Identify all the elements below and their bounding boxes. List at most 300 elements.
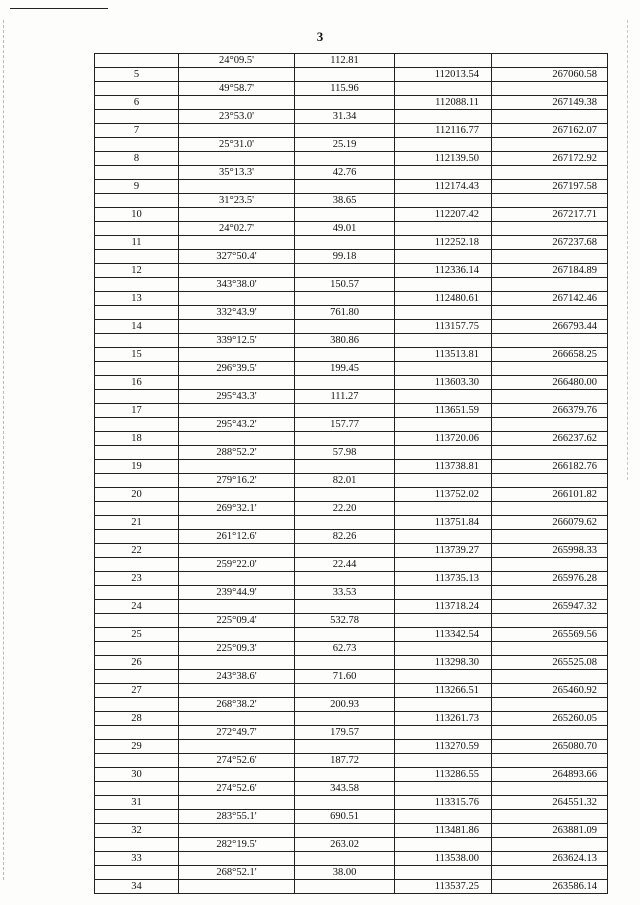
distance-cell xyxy=(295,208,395,222)
distance-cell xyxy=(295,600,395,614)
x-coordinate-cell xyxy=(395,838,492,852)
distance-cell: 200.93 xyxy=(295,698,395,712)
point-number-cell: 12 xyxy=(95,264,179,278)
segment-row xyxy=(95,782,608,796)
y-coordinate-cell: 266101.82 xyxy=(492,488,608,502)
segment-row xyxy=(95,222,608,236)
point-number-cell: 31 xyxy=(95,796,179,810)
segment-row xyxy=(95,250,608,264)
distance-cell xyxy=(295,572,395,586)
direction-angle-cell xyxy=(179,460,295,474)
distance-cell xyxy=(295,656,395,670)
point-number-cell: 16 xyxy=(95,376,179,390)
point-row xyxy=(95,880,608,894)
y-coordinate-cell: 267197.58 xyxy=(492,180,608,194)
y-coordinate-cell: 265460.92 xyxy=(492,684,608,698)
point-row xyxy=(95,544,608,558)
segment-row xyxy=(95,838,608,852)
direction-angle-cell xyxy=(179,628,295,642)
distance-cell: 343.58 xyxy=(295,782,395,796)
x-coordinate-cell xyxy=(395,782,492,796)
point-number-cell: 33 xyxy=(95,852,179,866)
point-row xyxy=(95,320,608,334)
point-number-cell: 34 xyxy=(95,880,179,894)
y-coordinate-cell: 267142.46 xyxy=(492,292,608,306)
point-number-cell: 23 xyxy=(95,572,179,586)
point-number-cell xyxy=(95,642,179,656)
y-coordinate-cell xyxy=(492,698,608,712)
direction-angle-cell: 295°43.3' xyxy=(179,390,295,404)
direction-angle-cell: 268°52.1' xyxy=(179,866,295,880)
point-number-cell xyxy=(95,866,179,880)
point-row xyxy=(95,712,608,726)
y-coordinate-cell: 264893.66 xyxy=(492,768,608,782)
direction-angle-cell xyxy=(179,236,295,250)
point-number-cell xyxy=(95,670,179,684)
direction-angle-cell: 332°43.9' xyxy=(179,306,295,320)
distance-cell xyxy=(295,516,395,530)
point-row xyxy=(95,460,608,474)
y-coordinate-cell: 266182.76 xyxy=(492,460,608,474)
y-coordinate-cell xyxy=(492,502,608,516)
x-coordinate-cell: 113481.86 xyxy=(395,824,492,838)
point-row xyxy=(95,124,608,138)
distance-cell xyxy=(295,236,395,250)
point-number-cell xyxy=(95,838,179,852)
distance-cell xyxy=(295,488,395,502)
y-coordinate-cell: 264551.32 xyxy=(492,796,608,810)
point-number-cell: 11 xyxy=(95,236,179,250)
point-number-cell: 7 xyxy=(95,124,179,138)
point-row xyxy=(95,236,608,250)
point-row xyxy=(95,404,608,418)
y-coordinate-cell: 266079.62 xyxy=(492,516,608,530)
segment-row xyxy=(95,530,608,544)
distance-cell xyxy=(295,152,395,166)
x-coordinate-cell xyxy=(395,586,492,600)
x-coordinate-cell: 113538.00 xyxy=(395,852,492,866)
segment-row xyxy=(95,110,608,124)
point-row xyxy=(95,180,608,194)
x-coordinate-cell xyxy=(395,446,492,460)
direction-angle-cell: 282°19.5' xyxy=(179,838,295,852)
point-number-cell: 15 xyxy=(95,348,179,362)
y-coordinate-cell: 267237.68 xyxy=(492,236,608,250)
point-number-cell xyxy=(95,558,179,572)
distance-cell: 25.19 xyxy=(295,138,395,152)
distance-cell: 115.96 xyxy=(295,82,395,96)
point-number-cell xyxy=(95,502,179,516)
point-number-cell xyxy=(95,54,179,68)
x-coordinate-cell: 113286.55 xyxy=(395,768,492,782)
x-coordinate-cell: 113513.81 xyxy=(395,348,492,362)
point-number-cell: 13 xyxy=(95,292,179,306)
distance-cell: 761.80 xyxy=(295,306,395,320)
direction-angle-cell: 269°32.1' xyxy=(179,502,295,516)
distance-cell xyxy=(295,180,395,194)
direction-angle-cell xyxy=(179,684,295,698)
direction-angle-cell xyxy=(179,712,295,726)
x-coordinate-cell: 112252.18 xyxy=(395,236,492,250)
y-coordinate-cell xyxy=(492,82,608,96)
x-coordinate-cell: 113651.59 xyxy=(395,404,492,418)
segment-row xyxy=(95,82,608,96)
y-coordinate-cell xyxy=(492,418,608,432)
y-coordinate-cell: 263624.13 xyxy=(492,852,608,866)
direction-angle-cell xyxy=(179,264,295,278)
segment-row xyxy=(95,474,608,488)
x-coordinate-cell xyxy=(395,754,492,768)
distance-cell: 42.76 xyxy=(295,166,395,180)
direction-angle-cell xyxy=(179,320,295,334)
x-coordinate-cell: 113718.24 xyxy=(395,600,492,614)
scan-edge-line xyxy=(10,8,108,9)
direction-angle-cell: 295°43.2' xyxy=(179,418,295,432)
point-number-cell: 21 xyxy=(95,516,179,530)
direction-angle-cell: 279°16.2' xyxy=(179,474,295,488)
segment-row xyxy=(95,166,608,180)
segment-row xyxy=(95,558,608,572)
point-row xyxy=(95,152,608,166)
distance-cell xyxy=(295,68,395,82)
y-coordinate-cell xyxy=(492,278,608,292)
direction-angle-cell: 274°52.6' xyxy=(179,754,295,768)
point-number-cell: 14 xyxy=(95,320,179,334)
distance-cell xyxy=(295,880,395,894)
x-coordinate-cell xyxy=(395,670,492,684)
distance-cell: 111.27 xyxy=(295,390,395,404)
segment-row xyxy=(95,334,608,348)
y-coordinate-cell xyxy=(492,474,608,488)
point-row xyxy=(95,656,608,670)
point-number-cell: 17 xyxy=(95,404,179,418)
segment-row xyxy=(95,446,608,460)
point-number-cell xyxy=(95,194,179,208)
point-row xyxy=(95,852,608,866)
y-coordinate-cell: 265998.33 xyxy=(492,544,608,558)
point-number-cell: 22 xyxy=(95,544,179,558)
distance-cell xyxy=(295,124,395,138)
distance-cell: 532.78 xyxy=(295,614,395,628)
x-coordinate-cell xyxy=(395,502,492,516)
point-row xyxy=(95,684,608,698)
direction-angle-cell: 24°09.5' xyxy=(179,54,295,68)
segment-row xyxy=(95,390,608,404)
y-coordinate-cell xyxy=(492,558,608,572)
direction-angle-cell xyxy=(179,880,295,894)
y-coordinate-cell: 267149.38 xyxy=(492,96,608,110)
segment-row xyxy=(95,642,608,656)
point-number-cell: 24 xyxy=(95,600,179,614)
direction-angle-cell: 225°09.4' xyxy=(179,614,295,628)
distance-cell xyxy=(295,740,395,754)
point-number-cell xyxy=(95,782,179,796)
distance-cell: 38.65 xyxy=(295,194,395,208)
distance-cell xyxy=(295,852,395,866)
x-coordinate-cell: 112139.50 xyxy=(395,152,492,166)
direction-angle-cell: 272°49.7' xyxy=(179,726,295,740)
point-number-cell: 32 xyxy=(95,824,179,838)
y-coordinate-cell xyxy=(492,250,608,264)
direction-angle-cell: 259°22.0' xyxy=(179,558,295,572)
point-row xyxy=(95,600,608,614)
point-row xyxy=(95,376,608,390)
y-coordinate-cell xyxy=(492,866,608,880)
y-coordinate-cell: 265260.05 xyxy=(492,712,608,726)
point-number-cell: 10 xyxy=(95,208,179,222)
x-coordinate-cell xyxy=(395,110,492,124)
distance-cell: 179.57 xyxy=(295,726,395,740)
x-coordinate-cell: 113735.13 xyxy=(395,572,492,586)
point-row xyxy=(95,96,608,110)
x-coordinate-cell: 113739.27 xyxy=(395,544,492,558)
x-coordinate-cell: 113266.51 xyxy=(395,684,492,698)
point-number-cell: 27 xyxy=(95,684,179,698)
direction-angle-cell: 283°55.1' xyxy=(179,810,295,824)
point-number-cell xyxy=(95,474,179,488)
distance-cell: 263.02 xyxy=(295,838,395,852)
direction-angle-cell xyxy=(179,152,295,166)
direction-angle-cell: 268°38.2' xyxy=(179,698,295,712)
x-coordinate-cell: 113751.84 xyxy=(395,516,492,530)
distance-cell: 82.26 xyxy=(295,530,395,544)
left-margin-artifact xyxy=(3,20,4,880)
y-coordinate-cell: 266379.76 xyxy=(492,404,608,418)
y-coordinate-cell xyxy=(492,222,608,236)
y-coordinate-cell xyxy=(492,390,608,404)
distance-cell: 157.77 xyxy=(295,418,395,432)
direction-angle-cell xyxy=(179,292,295,306)
distance-cell xyxy=(295,376,395,390)
x-coordinate-cell xyxy=(395,82,492,96)
direction-angle-cell: 274°52.6' xyxy=(179,782,295,796)
distance-cell xyxy=(295,768,395,782)
segment-row xyxy=(95,54,608,68)
direction-angle-cell: 343°38.0' xyxy=(179,278,295,292)
point-row xyxy=(95,68,608,82)
direction-angle-cell xyxy=(179,600,295,614)
segment-row xyxy=(95,194,608,208)
direction-angle-cell xyxy=(179,488,295,502)
x-coordinate-cell xyxy=(395,530,492,544)
point-row xyxy=(95,572,608,586)
distance-cell: 49.01 xyxy=(295,222,395,236)
point-row xyxy=(95,348,608,362)
y-coordinate-cell xyxy=(492,782,608,796)
direction-angle-cell xyxy=(179,852,295,866)
point-row xyxy=(95,264,608,278)
x-coordinate-cell: 113738.81 xyxy=(395,460,492,474)
y-coordinate-cell: 266658.25 xyxy=(492,348,608,362)
x-coordinate-cell: 112088.11 xyxy=(395,96,492,110)
point-number-cell: 28 xyxy=(95,712,179,726)
direction-angle-cell xyxy=(179,656,295,670)
distance-cell: 62.73 xyxy=(295,642,395,656)
point-number-cell xyxy=(95,278,179,292)
point-number-cell: 26 xyxy=(95,656,179,670)
direction-angle-cell: 261°12.6' xyxy=(179,530,295,544)
distance-cell xyxy=(295,432,395,446)
direction-angle-cell xyxy=(179,96,295,110)
x-coordinate-cell xyxy=(395,306,492,320)
point-row xyxy=(95,628,608,642)
direction-angle-cell xyxy=(179,404,295,418)
y-coordinate-cell: 266237.62 xyxy=(492,432,608,446)
segment-row xyxy=(95,306,608,320)
y-coordinate-cell: 265947.32 xyxy=(492,600,608,614)
segment-row xyxy=(95,726,608,740)
x-coordinate-cell: 113298.30 xyxy=(395,656,492,670)
direction-angle-cell: 339°12.5' xyxy=(179,334,295,348)
point-row xyxy=(95,516,608,530)
segment-row xyxy=(95,614,608,628)
distance-cell: 22.20 xyxy=(295,502,395,516)
distance-cell: 33.53 xyxy=(295,586,395,600)
x-coordinate-cell: 112013.54 xyxy=(395,68,492,82)
x-coordinate-cell xyxy=(395,390,492,404)
distance-cell: 22.44 xyxy=(295,558,395,572)
point-number-cell xyxy=(95,250,179,264)
distance-cell: 187.72 xyxy=(295,754,395,768)
y-coordinate-cell: 263881.09 xyxy=(492,824,608,838)
y-coordinate-cell xyxy=(492,530,608,544)
point-number-cell xyxy=(95,306,179,320)
x-coordinate-cell: 113603.30 xyxy=(395,376,492,390)
point-number-cell xyxy=(95,362,179,376)
direction-angle-cell: 25°31.0' xyxy=(179,138,295,152)
x-coordinate-cell xyxy=(395,642,492,656)
point-number-cell xyxy=(95,614,179,628)
y-coordinate-cell xyxy=(492,166,608,180)
point-row xyxy=(95,432,608,446)
direction-angle-cell xyxy=(179,376,295,390)
direction-angle-cell: 296°39.5' xyxy=(179,362,295,376)
direction-angle-cell xyxy=(179,180,295,194)
y-coordinate-cell xyxy=(492,306,608,320)
y-coordinate-cell xyxy=(492,642,608,656)
direction-angle-cell xyxy=(179,544,295,558)
distance-cell: 380.86 xyxy=(295,334,395,348)
y-coordinate-cell: 267162.07 xyxy=(492,124,608,138)
distance-cell xyxy=(295,292,395,306)
right-margin-artifact xyxy=(627,20,628,480)
y-coordinate-cell: 267184.89 xyxy=(492,264,608,278)
y-coordinate-cell: 265569.56 xyxy=(492,628,608,642)
distance-cell: 38.00 xyxy=(295,866,395,880)
point-number-cell xyxy=(95,110,179,124)
direction-angle-cell: 225°09.3' xyxy=(179,642,295,656)
distance-cell xyxy=(295,320,395,334)
x-coordinate-cell: 113752.02 xyxy=(395,488,492,502)
x-coordinate-cell: 113315.76 xyxy=(395,796,492,810)
direction-angle-cell xyxy=(179,796,295,810)
x-coordinate-cell: 113537.25 xyxy=(395,880,492,894)
direction-angle-cell xyxy=(179,124,295,138)
distance-cell: 71.60 xyxy=(295,670,395,684)
distance-cell xyxy=(295,824,395,838)
direction-angle-cell: 288°52.2' xyxy=(179,446,295,460)
x-coordinate-cell xyxy=(395,474,492,488)
segment-row xyxy=(95,502,608,516)
distance-cell: 150.57 xyxy=(295,278,395,292)
x-coordinate-cell xyxy=(395,362,492,376)
y-coordinate-cell xyxy=(492,614,608,628)
x-coordinate-cell xyxy=(395,138,492,152)
direction-angle-cell xyxy=(179,432,295,446)
y-coordinate-cell xyxy=(492,670,608,684)
x-coordinate-cell xyxy=(395,614,492,628)
point-number-cell: 8 xyxy=(95,152,179,166)
distance-cell: 690.51 xyxy=(295,810,395,824)
y-coordinate-cell xyxy=(492,446,608,460)
point-row xyxy=(95,292,608,306)
direction-angle-cell: 31°23.5' xyxy=(179,194,295,208)
y-coordinate-cell: 265976.28 xyxy=(492,572,608,586)
x-coordinate-cell xyxy=(395,558,492,572)
coordinates-table xyxy=(94,53,608,894)
distance-cell xyxy=(295,404,395,418)
point-number-cell xyxy=(95,138,179,152)
segment-row xyxy=(95,754,608,768)
distance-cell xyxy=(295,348,395,362)
distance-cell: 99.18 xyxy=(295,250,395,264)
distance-cell xyxy=(295,460,395,474)
distance-cell: 82.01 xyxy=(295,474,395,488)
x-coordinate-cell: 113157.75 xyxy=(395,320,492,334)
y-coordinate-cell xyxy=(492,754,608,768)
y-coordinate-cell xyxy=(492,334,608,348)
point-row xyxy=(95,768,608,782)
x-coordinate-cell xyxy=(395,726,492,740)
segment-row xyxy=(95,138,608,152)
distance-cell xyxy=(295,544,395,558)
point-number-cell xyxy=(95,726,179,740)
x-coordinate-cell xyxy=(395,278,492,292)
point-number-cell xyxy=(95,334,179,348)
point-number-cell xyxy=(95,446,179,460)
x-coordinate-cell: 113342.54 xyxy=(395,628,492,642)
segment-row xyxy=(95,670,608,684)
y-coordinate-cell xyxy=(492,362,608,376)
x-coordinate-cell xyxy=(395,194,492,208)
segment-row xyxy=(95,866,608,880)
point-number-cell xyxy=(95,754,179,768)
y-coordinate-cell: 265525.08 xyxy=(492,656,608,670)
segment-row xyxy=(95,362,608,376)
point-number-cell xyxy=(95,810,179,824)
point-number-cell: 30 xyxy=(95,768,179,782)
segment-row xyxy=(95,810,608,824)
segment-row xyxy=(95,278,608,292)
x-coordinate-cell: 112174.43 xyxy=(395,180,492,194)
direction-angle-cell xyxy=(179,68,295,82)
x-coordinate-cell: 112480.61 xyxy=(395,292,492,306)
point-number-cell: 25 xyxy=(95,628,179,642)
point-number-cell xyxy=(95,530,179,544)
y-coordinate-cell xyxy=(492,110,608,124)
x-coordinate-cell xyxy=(395,222,492,236)
x-coordinate-cell: 113270.59 xyxy=(395,740,492,754)
distance-cell xyxy=(295,712,395,726)
distance-cell xyxy=(295,628,395,642)
distance-cell xyxy=(295,96,395,110)
point-number-cell xyxy=(95,418,179,432)
point-row xyxy=(95,488,608,502)
point-number-cell xyxy=(95,586,179,600)
direction-angle-cell: 243°38.6' xyxy=(179,670,295,684)
y-coordinate-cell xyxy=(492,138,608,152)
point-number-cell xyxy=(95,698,179,712)
